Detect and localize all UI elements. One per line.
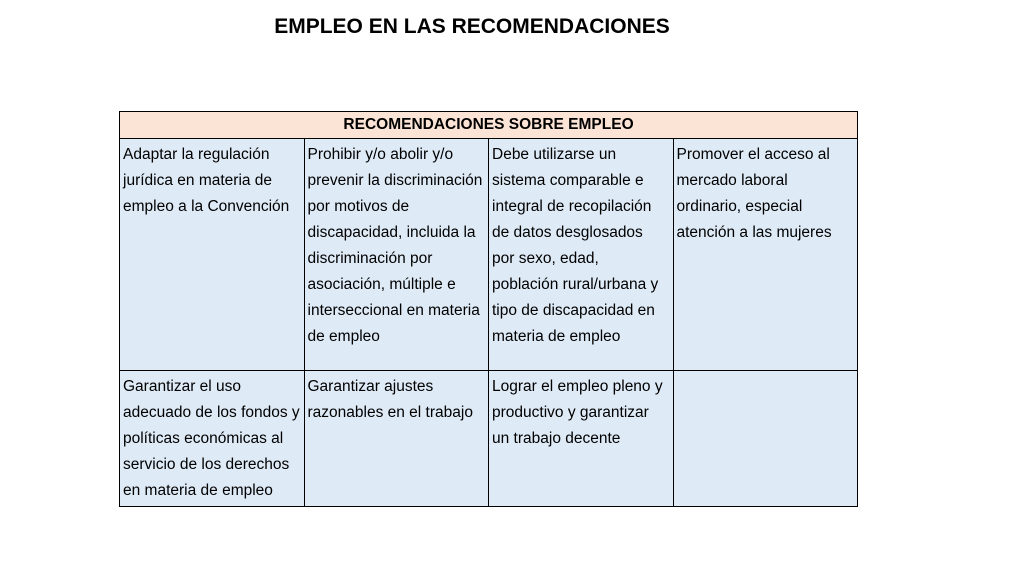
table-row <box>120 371 858 507</box>
table-cell: Debe utilizarse un sistema comparable e integral de recopilación de datos desglosados por sexo, edad, población rural/urbana y tipo de discapacidad en materia de empleo <box>489 139 674 371</box>
table-cell: Garantizar ajustes razonables en el trabajo <box>304 371 489 507</box>
table-cell: Prohibir y/o abolir y/o prevenir la discriminación por motivos de discapacidad, incluida la discriminación por asociación, múltiple e interseccional en materia de empleo <box>304 139 489 371</box>
recommendations-table <box>119 111 858 507</box>
table-cell: Garantizar el uso adecuado de los fondos y políticas económicas al servicio de los derechos en materia de empleo <box>120 371 305 507</box>
table-header: RECOMENDACIONES SOBRE EMPLEO <box>120 112 858 139</box>
table-cell: Lograr el empleo pleno y productivo y garantizar un trabajo decente <box>489 371 674 507</box>
empty-table-cell <box>673 371 858 507</box>
slide-title: EMPLEO EN LAS RECOMENDACIONES <box>274 15 670 38</box>
table-header-row <box>120 112 858 139</box>
table-cell: Adaptar la regulación jurídica en materia de empleo a la Convención <box>120 139 305 371</box>
table-cell: Promover el acceso al mercado laboral ordinario, especial atención a las mujeres <box>673 139 858 371</box>
table-row <box>120 139 858 371</box>
